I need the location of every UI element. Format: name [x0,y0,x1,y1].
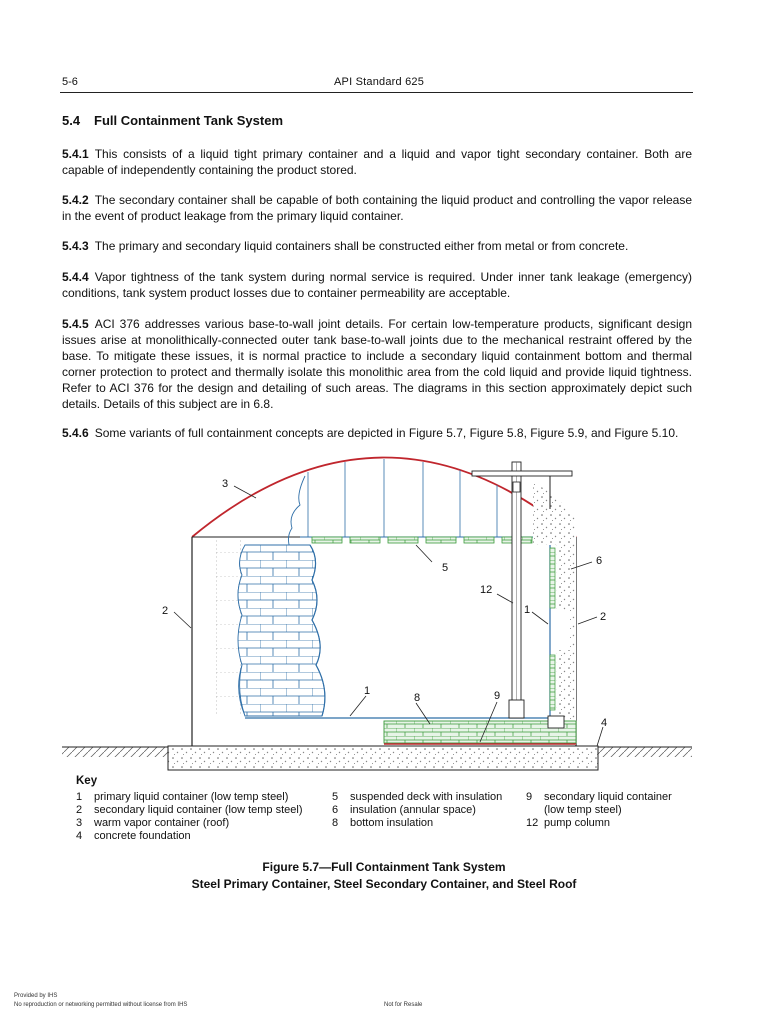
paragraph-number: 5.4.3 [62,239,89,253]
callout-label: 4 [601,717,608,729]
paragraph-5-4-5 [62,316,692,412]
paragraph-text: The primary and secondary liquid containers shall be constructed either from metal or from concrete. [94,239,629,253]
callout-label: 9 [494,690,501,702]
key-number: 4 [76,830,83,842]
key-text: concrete foundation [94,830,191,842]
tank-diagram [0,450,768,780]
paragraph-5-4-4 [62,269,692,301]
figure-caption-subtitle: Steel Primary Container, Steel Secondary Container, and Steel Roof [191,877,577,891]
key-heading: Key [76,775,98,787]
key-item [526,817,610,830]
section-heading [62,113,283,128]
key-text: insulation (annular space) [350,804,476,816]
paragraph-5-4-6 [62,425,692,441]
callout-label: 3 [222,478,229,490]
footer-license: No reproduction or networking permitted without license from IHS [14,1002,188,1008]
inner-wall-brick [238,545,325,716]
key-item [332,804,476,817]
key-item [526,804,622,817]
concrete-foundation [168,746,598,770]
paragraph-5-4-3 [62,238,692,254]
annular-gap-upper [556,610,570,650]
key-text: secondary liquid container [544,791,672,803]
suspended-deck [300,537,545,543]
key-item [76,817,229,830]
paragraph-text: ACI 376 addresses various base-to-wall joint details. For certain low-temperature products, significant design issues arise at monolithically-connected outer tank base-to-wall joints due to the mechanical restraint offered by the base. To mitigate these issues, it is normal practice to include a secondary liquid containment bottom and thermal corner protection to protect and thermally isolate this monolithic area from the cold liquid and provide liquid tightness. Refer to ACI 376 for the design and detailing of such areas. The diagrams in this section approximately depict such details. Details of this subject are in 6.8. [62,317,692,411]
callout-label: 2 [600,611,607,623]
key-number: 2 [76,804,83,816]
key-item [76,791,288,804]
paragraph-text: The secondary container shall be capable of both containing the liquid product and controlling the vapor release in the event of product leakage from the primary liquid container. [62,193,692,223]
key-number: 9 [526,791,533,803]
key-item [332,817,433,830]
paragraph-number: 5.4.2 [62,193,89,207]
document-title: API Standard 625 [334,76,425,88]
paragraph-number: 5.4.4 [62,270,89,284]
key-item [76,830,191,843]
paragraph-5-4-2 [62,192,692,224]
header-rule [60,92,693,93]
paragraph-text: Some variants of full containment concepts are depicted in Figure 5.7, Figure 5.8, Figure 5.9, and Figure 5.10. [94,426,679,440]
primary-wall-right-insulation-lower [550,655,555,710]
paragraph-text: This consists of a liquid tight primary container and a liquid and vapor tight secondary container. Both are capable of independently containing the product stored. [62,147,692,177]
paragraph-number: 5.4.1 [62,147,89,161]
callout-label: 6 [596,555,603,567]
key-number: 1 [76,791,83,803]
bottom-insulation [384,721,576,743]
key-text: primary liquid container (low temp steel) [94,791,289,803]
footer-resale: Not for Resale [384,1002,423,1008]
callout-label: 2 [162,605,169,617]
key-number: 8 [332,817,339,829]
key-text: (low temp steel) [544,804,622,816]
callout-label: 12 [480,584,493,596]
key-text: bottom insulation [350,817,434,829]
corner-protection [548,716,564,728]
paragraph-number: 5.4.6 [62,426,89,440]
callout-label: 8 [414,692,421,704]
figure-caption-title: Figure 5.7—Full Containment Tank System [262,860,506,874]
paragraph-5-4-1 [62,146,692,178]
footer-provided: Provided by IHS [14,993,58,999]
callout-label: 1 [524,604,531,616]
primary-wall-right-insulation-upper [550,548,555,608]
key-text: suspended deck with insulation [350,791,503,803]
key-text: secondary liquid container (low temp steel) [94,804,303,816]
key-item [76,804,303,817]
key-number: 3 [76,817,83,829]
callout-label: 1 [364,685,371,697]
key-text: pump column [544,817,611,829]
key-number: 12 [526,817,539,829]
section-title: Full Containment Tank System [94,113,284,128]
page-number: 5-6 [62,76,78,88]
roof-ribs [308,459,497,537]
paragraph-number: 5.4.5 [62,317,89,331]
key-item [526,791,672,804]
key-number: 6 [332,804,339,816]
paragraph-text: Vapor tightness of the tank system during normal service is required. Under inner tank leakage (emergency) conditions, tank system product losses due to container permeability are acceptable. [62,270,692,300]
key-number: 5 [332,791,339,803]
callout-label: 5 [442,562,449,574]
section-number: 5.4 [62,113,81,128]
key-item [332,791,502,804]
key-text: warm vapor container (roof) [94,817,230,829]
